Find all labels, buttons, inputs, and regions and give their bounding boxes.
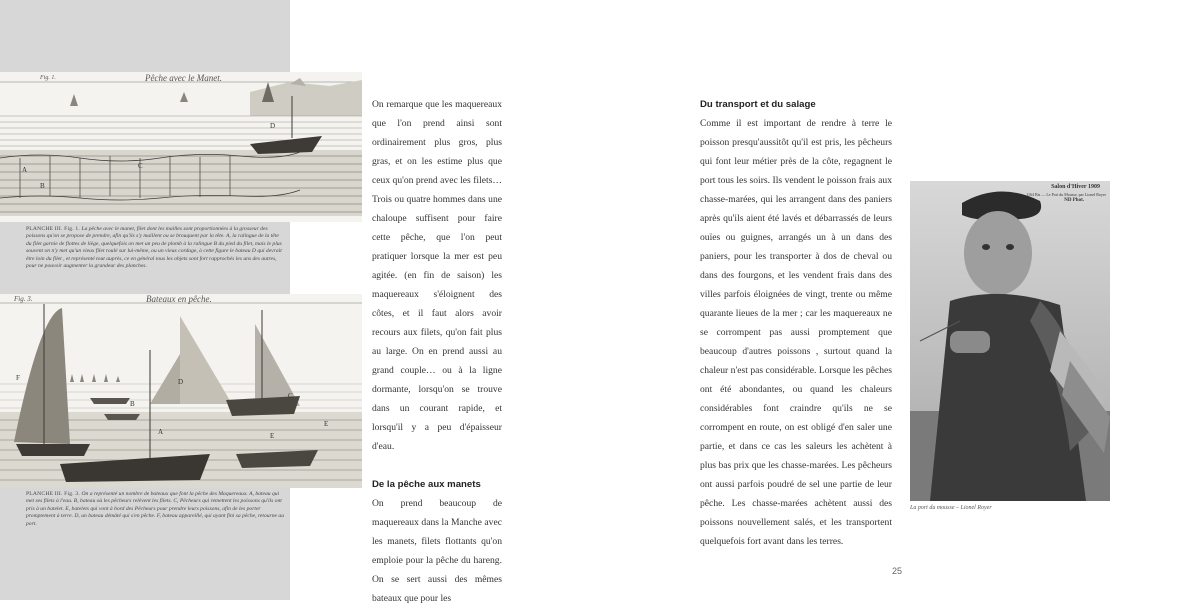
plate1-letter-c: C — [138, 162, 143, 170]
right-text-column — [700, 95, 892, 551]
photo-stamp-line: 1164 Bis — Le Port du Mousse, par Lionel Royer — [1026, 192, 1106, 197]
heading-transport-salage: Du transport et du salage — [700, 99, 816, 110]
plate1-caption-heading: PLANCHE III. Fig. 1. — [26, 226, 81, 232]
left-paragraph-1: On remarque que les maquereaux que l'on prend ainsi sont ordinairement plus gros, plus gras, et on les estime plus que ceux qu'on prend avec les filets… Trois ou quatre hommes dans une chaloupe suffisent pour faire cette pêche, que l'on peut pratiquer lorsque la mer est peu agitée. (en fin de saison) les maquereaux s'éloignent des côtes, et il faut alors avoir recours aux filets, qu'on fait plus au large. On en prend aussi au grand couple… ou à la ligne dormante, lorsqu'on se trouve dans un courant rapide, et lorsqu'il y a peu d'épaisseur d'eau. — [372, 99, 502, 452]
plate2-letter-d: D — [178, 378, 184, 386]
plate1-fig-label: Fig. 1. — [40, 75, 56, 81]
photo-stamp-brand: ND Phot. — [1064, 198, 1084, 203]
page-number: 25 — [892, 566, 903, 576]
left-text-column — [372, 95, 502, 608]
photo-stamp-title: Salon d'Hiver 1909 — [1051, 184, 1100, 190]
plate2-caption-text: On a représenté un nombre de bateaux que font la pêche des Maquereaux. A, bateau qui met ses filets à l'eau. B, bateau où les pêcheurs relèvent les filets. C, Pêcheurs qui remettent les poissons qu'ils ont pris à un batelet. E, batelets qui vont à bord des Pêcheurs pour prendre leurs poissons, afin de les porter promptement à terre. D, un bateau démâté qui s'en pêche. F, bateau appareillé, qui ayant fini sa pêche, retourne au port. — [26, 491, 284, 527]
engraving-fishing-with-manet — [0, 72, 362, 222]
engraving-boats-fishing — [0, 294, 362, 488]
photo-boy-with-fish — [910, 181, 1110, 501]
plate1-letter-a: A — [22, 166, 28, 174]
plate2-letter-e1: E — [270, 432, 275, 440]
plate2-letter-c: C — [288, 392, 293, 400]
plate1-caption — [26, 226, 284, 270]
left-paragraph-2: On prend beaucoup de maquereaux dans la Manche avec les manets, filets flottants qu'on emploie pour la pêche du hareng. On se sert aussi des mêmes bateaux que pour les — [372, 498, 502, 604]
photo-caption: La port du mousse – Lionel Royer — [910, 505, 992, 511]
heading-peche-aux-manets: De la pêche aux manets — [372, 479, 481, 490]
plate2-caption — [26, 491, 284, 528]
right-paragraph: Comme il est important de rendre à terre le poisson presqu'aussitôt qu'il est pris, les pêcheurs qui font leur métier près de la côte, regagnent le port tous les soirs. Ils vendent le poisson frais aux chasse-marées, qui les arrangent dans des paniers après qu'ils aient été lavés et débarrassés de leurs ouïes ou guignes, arrangés un à un dans des paniers, pour les transporter à dos de cheval ou dans des fourgons, et les vendent frais dans des villes parfois éloignées de vingt, trente ou même quarante lieues de la mer ; car les maquereaux ne se corrompent pas aussi promptement que beaucoup d'autres poissons , surtout quand la chaleur n'est pas considérable. Lorsque les pêches ont été abondantes, ou quand les chaleurs considérables font craindre qu'ils ne se corrompent en route, on est obligé d'en saler une partie, et dans ce cas les saleurs les achètent à plus bas prix que les chasse-marées. Les pêcheurs ont aussi parfois poudré de sel une partie de leur pêche. Les chasse-marées achètent aussi des poissons nouvellement salés, et les transportent quelquefois fort avant dans les terres. — [700, 118, 892, 547]
plate2-letter-a: A — [158, 428, 164, 436]
plate2-title: Bateaux en pêche. — [146, 294, 212, 304]
plate2-letter-b: B — [130, 400, 135, 408]
plate2-letter-f: F — [16, 374, 20, 382]
plate1-title: Pêche avec le Manet. — [145, 73, 222, 83]
plate2-fig-label: Fig. 3. — [14, 295, 33, 303]
plate1-caption-text: La pêche avec le manet, filet dont les mailles sont proportionnées à la grosseur des poissons qu'on se propose de prendre, afin qu'ils s'y maillent ou se brouquent par la tête. A, la ralingue de la tête du filet garnie de flottes de liège, quelquefois on met un peu de plomb à la ralingue B du pied du filet, mais le plus souvent on n'y met qu'un vieux filet roulé sur lui-même, ou un vieux cordage, à cette figure le bateau D qui devrait être loin du filet , et représenté tout auprès, ce en général tous les objets sont fort rapprochés les uns des autres, pour ne pouvoir augmenter la grandeur des planches. — [26, 226, 282, 270]
plate1-letter-d: D — [270, 122, 276, 130]
plate2-caption-heading: PLANCHE III. Fig. 3. — [26, 491, 81, 497]
plate2-letter-e2: E — [324, 420, 329, 428]
plate1-letter-b: B — [40, 182, 45, 190]
